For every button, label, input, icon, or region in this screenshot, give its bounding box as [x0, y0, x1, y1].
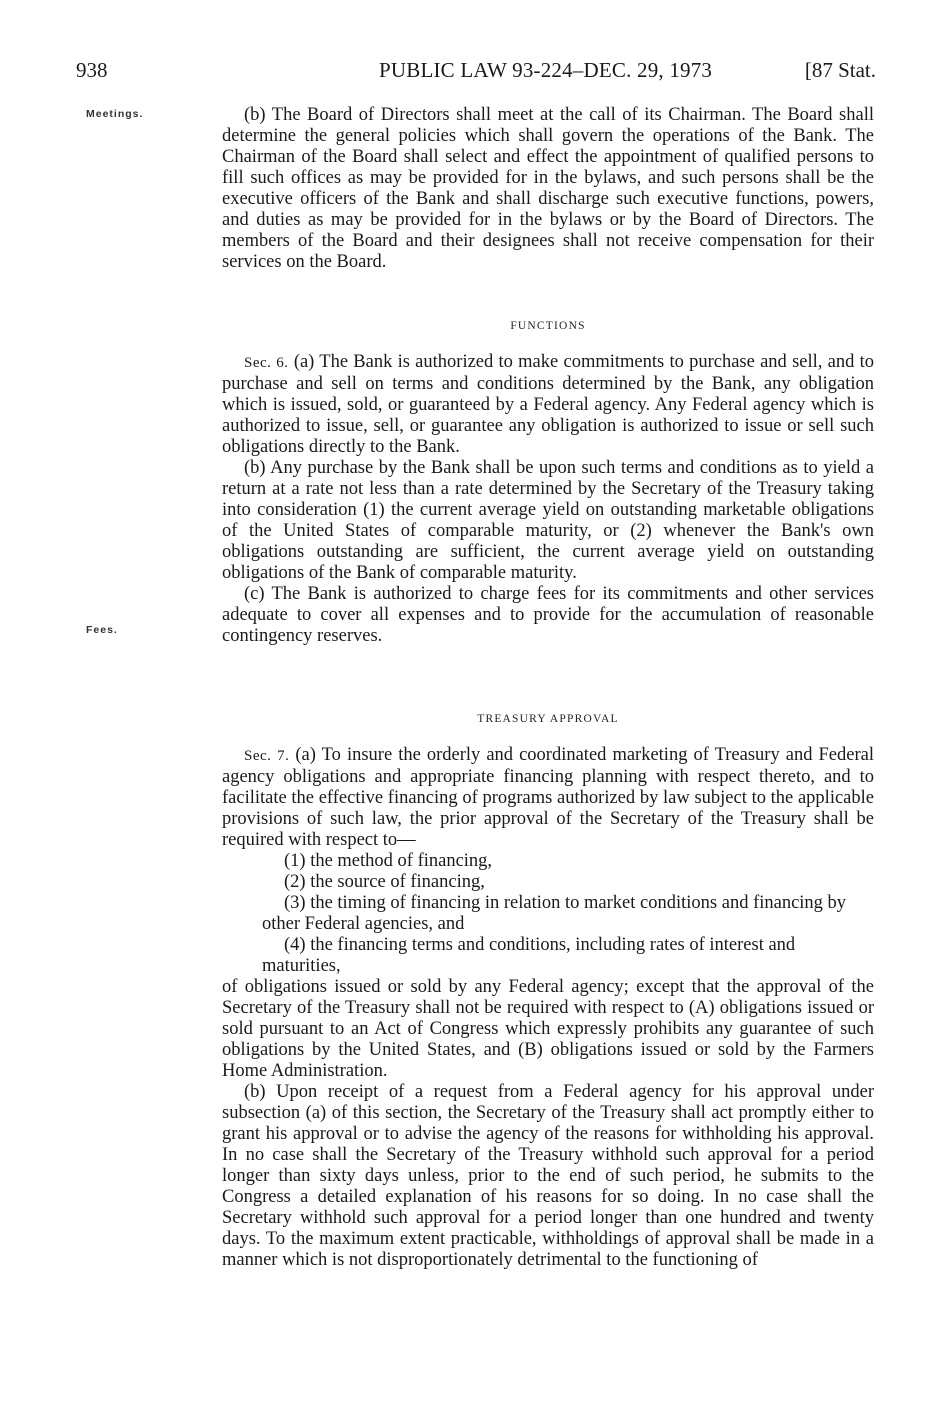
- list-item: (4) the financing terms and conditions, including rates of interest and maturities,: [262, 935, 796, 976]
- section-7a-text: (a) To insure the orderly and coordinated marketing of Treasury and Federal agency obligations and appropriate financing planning with respect thereto, and to facilitate the effective financing of programs authorized by law subject to the applicable provisions of such law, the prior approval of the Secretary of the Treasury shall be required with respect to—: [222, 745, 874, 850]
- list-item: (1) the method of financing,: [284, 851, 493, 871]
- page-number: 938: [76, 58, 108, 82]
- page-header: [76, 58, 876, 84]
- section-6c-paragraph: (c) The Bank is authorized to charge fees for its commitments and other services adequate to cover all expenses and to provide for the accumulation of reasonable contingency reserves.: [222, 584, 874, 646]
- treasury-approval-heading: TREASURY APPROVAL: [477, 713, 619, 725]
- section-6a-text: (a) The Bank is authorized to make commitments to purchase and sell, and to purchase and sell on terms and conditions determined by the Bank, any obligation which is issued, sold, or guaranteed by a Federal agency. Any Federal agency which is authorized to issue, sell, or guarantee any obligation is authorized to issue or sell such obligations directly to the Bank.: [222, 352, 874, 457]
- section-6a-paragraph: [222, 352, 874, 458]
- section-5b-paragraph: (b) The Board of Directors shall meet at the call of its Chairman. The Board shall determine the general policies which shall govern the operations of the Bank. The Chairman of the Board shall select and effect the appointment of qualified persons to fill such offices as may be provided for in the bylaws, and such persons shall be the executive officers of the Bank and shall discharge such executive functions, powers, and duties as may be provided for in the bylaws or by the Board of Directors. The members of the Board and their designees shall not receive compensation for their services on the Board.: [222, 105, 874, 272]
- section-7a-closing-paragraph: of obligations issued or sold by any Federal agency; except that the approval of the Secretary of the Treasury shall not be required with respect to (A) obligations issued or sold pursuant to an Act of Congress which expressly prohibits any guarantee of such obligations by the United States, and (B) obligations issued or sold by the Farmers Home Administration.: [222, 977, 874, 1081]
- margin-note-meetings: Meetings.: [86, 108, 144, 120]
- margin-note-fees: Fees.: [86, 624, 118, 636]
- section-7-block: [222, 745, 874, 1271]
- section-5b-block: [222, 105, 874, 273]
- section-7b-paragraph: (b) Upon receipt of a request from a Federal agency for his approval under subsection (a) of this section, the Secretary of the Treasury shall act promptly either to grant his approval or to advise the agency of the reasons for withholding his approval. In no case shall the Secretary of the Treasury withhold such approval for a period longer than sixty days unless, prior to the end of such period, he submits to the Congress a detailed explanation of his reasons for so doing. In no case shall the Secretary withhold such approval for a period longer than one hundred and twenty days. To the maximum extent practicable, withholdings of approval shall be made in a manner which is not disproportionately detrimental to the functioning of: [222, 1082, 874, 1270]
- section-6b-paragraph: (b) Any purchase by the Bank shall be upon such terms and conditions as to yield a return at a rate not less than a rate determined by the Secretary of the Treasury taking into consideration (1) the current average yield on outstanding marketable obligations of the United States of comparable maturity, or (2) whenever the Bank's own obligations outstanding are sufficient, the current average yield on outstanding obligations of the Bank of comparable maturity.: [222, 458, 874, 583]
- list-item: (2) the source of financing,: [284, 872, 485, 892]
- section-7-label: Sec. 7.: [244, 748, 290, 764]
- page-title: PUBLIC LAW 93-224–DEC. 29, 1973: [379, 58, 713, 82]
- section-6-label: Sec. 6.: [244, 355, 289, 371]
- section-7a-paragraph: [222, 745, 874, 851]
- statute-reference: [87 Stat.: [804, 58, 876, 82]
- functions-heading: FUNCTIONS: [510, 320, 586, 332]
- section-6-block: [222, 352, 874, 647]
- list-item: (3) the timing of financing in relation to market conditions and financing by other Federal agencies, and: [262, 893, 847, 934]
